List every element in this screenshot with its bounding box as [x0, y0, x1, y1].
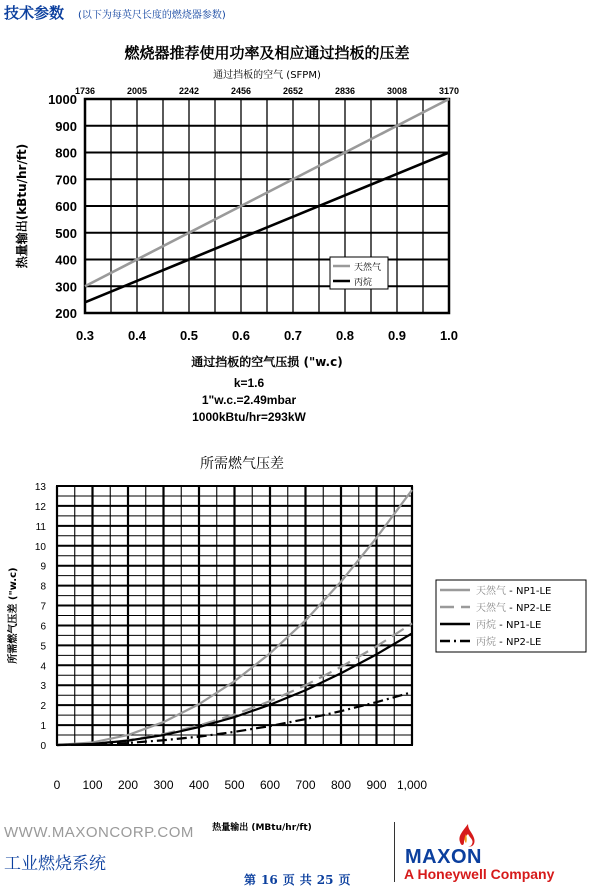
chart1-y-tick: 600 [55, 199, 77, 214]
chart1-note: 1000kBtu/hr=293kW [192, 410, 306, 424]
chart1-top-tick: 2652 [282, 86, 304, 96]
chart1-y-tick: 500 [55, 225, 77, 241]
chart1-top-tick: 1736 [74, 86, 96, 96]
honeywell-tagline: A Honeywell Company [404, 866, 555, 882]
chart1-y-tick: 400 [55, 252, 77, 268]
chart1-x-tick: 0.8 [335, 328, 355, 343]
chart2-x-tick: 300 [153, 778, 174, 792]
chart1-legend-label-0: 天然气 [354, 263, 382, 273]
legend-nozzle-type: - NP1-LE [496, 620, 542, 631]
chart2-title: 所需燃气压差 [200, 456, 284, 472]
chart2-legend-label-2 [476, 618, 541, 631]
chart1-y-tick: 700 [55, 172, 77, 188]
page-word-gong: 共 [299, 873, 312, 887]
chart2-y-tick: 8 [40, 581, 46, 593]
footer-system-label: 工业燃烧系统 [4, 854, 106, 874]
legend-fuel-name: 丙烷 [476, 637, 496, 648]
chart1-y-tick: 900 [55, 118, 77, 134]
chart2-y-tick: 9 [40, 561, 46, 573]
maxon-logo-text: MAXON [405, 846, 482, 868]
chart2-x-tick: 1,000 [396, 778, 428, 792]
chart2-y-tick: 5 [40, 641, 46, 653]
chart2-x-tick: 400 [188, 778, 210, 792]
chart2-legend-label-0 [476, 584, 551, 597]
chart1-top-tick: 2005 [126, 86, 148, 96]
chart1-y-tick: 300 [55, 279, 77, 295]
chart1-top-tick: 2242 [178, 86, 200, 96]
chart2-y-axis-label: 所需燃气压差 ("w.c) [8, 567, 19, 664]
chart1-x-tick: 0.9 [387, 328, 407, 343]
chart2-y-tick: 10 [34, 541, 46, 553]
legend-fuel-name: 天然气 [476, 586, 506, 597]
section-title: 技术参数 [4, 4, 65, 22]
chart2-x-tick: 100 [82, 778, 103, 792]
chart2-x-tick: 500 [224, 778, 245, 792]
legend-nozzle-type: - NP1-LE [506, 586, 552, 597]
legend-fuel-name: 天然气 [476, 603, 506, 614]
chart1-title: 燃烧器推荐使用功率及相应通过挡板的压差 [124, 44, 410, 62]
website-url[interactable]: WWW.MAXONCORP.COM [4, 824, 194, 841]
chart2-y-tick: 0 [40, 741, 46, 752]
page-total: 25 [316, 873, 334, 887]
chart2-y-tick: 13 [34, 482, 46, 493]
chart2-y-tick: 11 [35, 521, 46, 533]
page-word-ye2: 页 [338, 873, 351, 887]
chart2-x-tick: 600 [259, 778, 281, 792]
chart2-y-tick: 4 [40, 661, 46, 673]
chart2 [6, 456, 586, 833]
chart2-x-tick: 700 [295, 778, 316, 792]
legend-nozzle-type: - NP2-LE [506, 603, 552, 614]
chart2-legend-label-1 [476, 601, 551, 614]
chart2-y-tick: 1 [40, 721, 46, 733]
chart1-top-tick: 2836 [334, 86, 356, 96]
chart1-top-tick: 2456 [230, 86, 252, 96]
chart1-y-tick: 200 [55, 306, 77, 321]
section-subtitle: (以下为每英尺长度的燃烧器参数) [78, 10, 226, 21]
chart2-x-tick: 800 [330, 778, 352, 792]
chart1-top-tick: 3008 [386, 86, 408, 96]
footer-divider [394, 822, 395, 882]
chart1 [14, 44, 459, 424]
page-word-di: 第 [244, 873, 257, 887]
chart2-y-tick: 12 [34, 501, 46, 513]
chart1-note: k=1.6 [233, 376, 265, 390]
chart1-x-tick: 0.4 [127, 328, 147, 343]
page-current: 16 [261, 873, 278, 887]
chart1-y-tick: 800 [55, 145, 77, 161]
chart2-x-tick: 200 [117, 778, 139, 792]
chart1-x-tick: 0.6 [231, 328, 251, 343]
chart1-x-tick: 0.5 [179, 328, 199, 343]
chart1-y-axis-label: 热量输出(kBtu/hr/ft) [15, 143, 29, 269]
chart1-top-axis-label: 通过挡板的空气 (SFPM) [213, 70, 321, 81]
chart1-legend-label-1: 丙烷 [354, 278, 373, 288]
chart2-y-tick: 3 [40, 681, 46, 693]
chart2-legend-label-3 [476, 635, 541, 648]
chart2-x-tick: 0 [53, 778, 61, 792]
chart1-x-tick: 0.7 [283, 328, 303, 343]
chart2-x-axis-label: 热量输出 (MBtu/hr/ft) [212, 823, 312, 833]
page-number [244, 871, 355, 888]
chart2-y-tick: 2 [40, 701, 46, 713]
chart1-x-axis-label: 通过挡板的空气压损 ("w.c) [191, 355, 343, 369]
chart2-x-tick: 900 [366, 778, 387, 792]
chart2-y-tick: 7 [40, 601, 46, 613]
chart2-y-tick: 6 [40, 621, 46, 633]
chart1-x-tick: 0.3 [75, 328, 95, 343]
chart1-note: 1"w.c.=2.49mbar [201, 393, 297, 407]
chart1-x-tick: 1.0 [439, 328, 459, 343]
chart1-top-tick: 3170 [438, 86, 460, 96]
legend-fuel-name: 丙烷 [476, 620, 496, 631]
chart1-y-tick: 1000 [48, 92, 77, 107]
legend-nozzle-type: - NP2-LE [496, 637, 542, 648]
page-word-ye: 页 [282, 873, 295, 887]
